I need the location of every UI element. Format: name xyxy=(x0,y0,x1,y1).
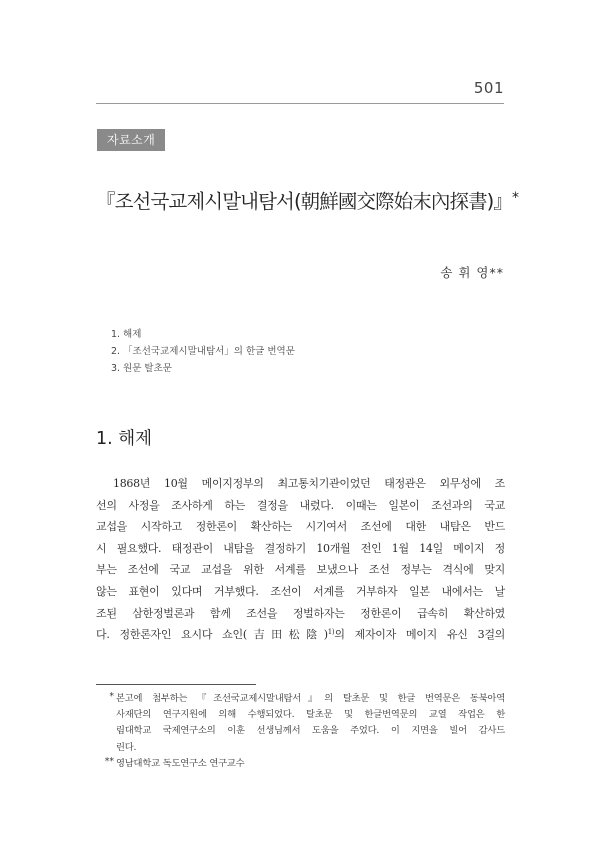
body-line: 조된 삼한정벌론과 함께 조선을 정벌하자는 정한론이 급속히 확산하였 xyxy=(96,606,505,620)
toc-item-number: 2. xyxy=(111,346,121,357)
footnote-line: 림대학교 국제연구소의 이훈 선생님께서 도움을 주었다. 이 지면을 빌어 감사드 xyxy=(116,725,505,737)
toc-item-label: 원문 탈초문 xyxy=(123,363,172,374)
body-line: 교섭을 시작하고 정한론이 확산하는 시기여서 조선에 대한 내탐은 반드 xyxy=(96,520,505,534)
footnote-line: 영남대학교 독도연구소 연구교수 xyxy=(116,757,245,769)
footnote-mark: * xyxy=(109,691,114,702)
footnote-reference: 1) xyxy=(327,628,335,637)
footnote-line: 사재단의 연구지원에 의해 수행되었다. 탈초문 및 한글번역문의 교열 작업은 한 xyxy=(116,709,505,721)
footnotes xyxy=(96,691,505,772)
toc-item xyxy=(111,343,295,360)
body-paragraph xyxy=(96,473,505,646)
section-tag: 자료소개 xyxy=(97,129,165,151)
body-line: 선의 사정을 조사하게 하는 결정을 내렸다. 이때는 일본이 조선과의 국교 xyxy=(96,498,505,512)
footnote-mark: ** xyxy=(104,755,114,767)
footnote-line: 본고에 첨부하는 『조선국교제시말내탐서』의 탈초문 및 한글 번역문은 동북아역 xyxy=(116,693,505,704)
toc-item-label: 해제 xyxy=(123,329,142,340)
toc-item-number: 3. xyxy=(111,363,121,374)
section-heading: 1. 해제 xyxy=(96,429,153,449)
footnote-line: 린다. xyxy=(116,741,137,753)
body-line: 않는 표현이 있다며 거부했다. 조선이 서계를 거부하자 일본 내에서는 날 xyxy=(96,584,505,598)
footnote-separator xyxy=(96,684,256,685)
author-name: 송 휘 영 xyxy=(440,265,490,280)
toc-item-number: 1. xyxy=(111,329,121,340)
title-text: 『조선국교제시말내탐서(朝鮮國交際始末內探書)』 xyxy=(96,190,512,213)
toc-item xyxy=(111,360,295,377)
footnote xyxy=(96,691,505,756)
author-byline xyxy=(440,263,504,281)
document-title xyxy=(96,186,519,214)
body-line: 시 필요했다. 태정관이 내탐을 결정하기 10개월 전인 1월 14일 메이지 정 xyxy=(96,541,505,555)
toc-item xyxy=(111,326,295,343)
body-line: 부는 조선에 국교 교섭을 위한 서계를 보냈으나 조선 정부는 격식에 맞지 xyxy=(96,563,505,577)
body-line: 1868년 10월 메이지정부의 최고통치기관이었던 태정관은 외무성에 조 xyxy=(113,477,505,490)
page-number: 501 xyxy=(473,79,504,97)
table-of-contents xyxy=(111,326,295,377)
body-line xyxy=(96,624,505,646)
body-line-text: 의 제자이자 메이지 유신 3걸의 xyxy=(334,628,505,642)
body-line-text: 다. 정한론자인 요시다 쇼인(吉田松陰) xyxy=(96,628,328,642)
header-rule xyxy=(96,103,504,104)
author-footnote-mark: ** xyxy=(489,265,504,280)
toc-item-label: 「조선국교제시말내탐서」의 한글 번역문 xyxy=(123,346,295,357)
footnote xyxy=(96,756,505,772)
title-footnote-mark: * xyxy=(512,190,519,206)
